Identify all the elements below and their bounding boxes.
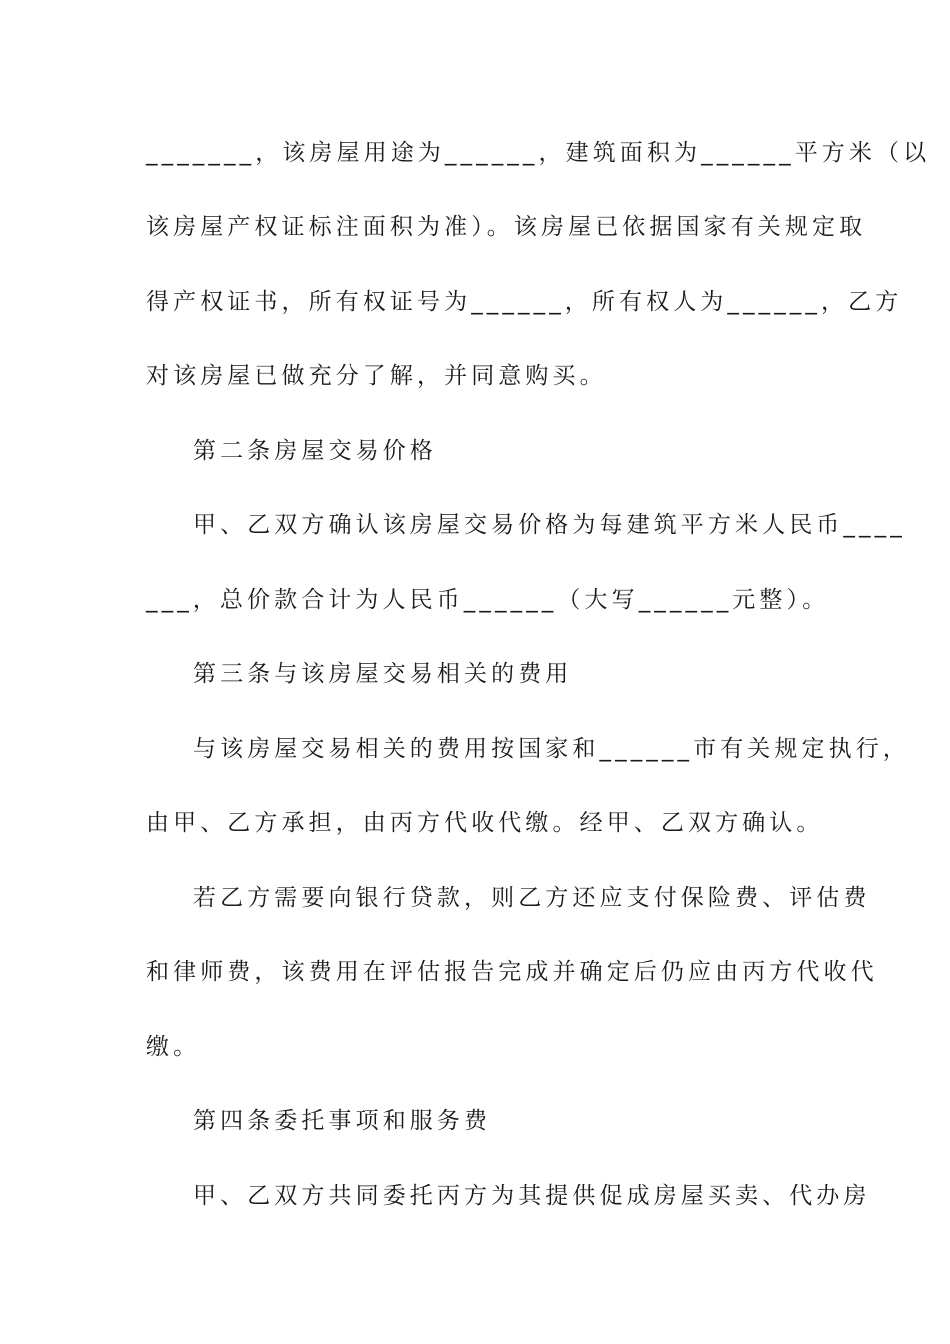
paragraph-line: 若乙方需要向银行贷款，则乙方还应支付保险费、评估费 bbox=[193, 885, 871, 911]
paragraph-line: 与该房屋交易相关的费用按国家和______市有关规定执行， bbox=[193, 736, 910, 762]
section-heading: 第三条与该房屋交易相关的费用 bbox=[193, 661, 573, 687]
paragraph-line: ___，总价款合计为人民币______（大写______元整）。 bbox=[146, 587, 830, 613]
section-heading: 第二条房屋交易价格 bbox=[193, 438, 437, 464]
paragraph-line: 甲、乙双方确认该房屋交易价格为每建筑平方米人民币____ bbox=[193, 512, 906, 538]
paragraph-line: 由甲、乙方承担，由丙方代收代缴。经甲、乙双方确认。 bbox=[146, 810, 824, 836]
paragraph-line: 对该房屋已做充分了解，并同意购买。 bbox=[146, 363, 607, 389]
section-heading: 第四条委托事项和服务费 bbox=[193, 1108, 492, 1134]
paragraph-line: 得产权证书，所有权证号为______，所有权人为______，乙方 bbox=[146, 289, 903, 315]
paragraph-line: 和律师费，该费用在评估报告完成并确定后仍应由丙方代收代 bbox=[146, 959, 878, 985]
paragraph-line: 甲、乙双方共同委托丙方为其提供促成房屋买卖、代办房 bbox=[193, 1183, 871, 1209]
paragraph-line: _______，该房屋用途为______，建筑面积为______平方米（以 bbox=[146, 140, 931, 166]
paragraph-line: 缴。 bbox=[146, 1034, 201, 1060]
paragraph-line: 该房屋产权证标注面积为准）。该房屋已依据国家有关规定取 bbox=[146, 214, 867, 240]
